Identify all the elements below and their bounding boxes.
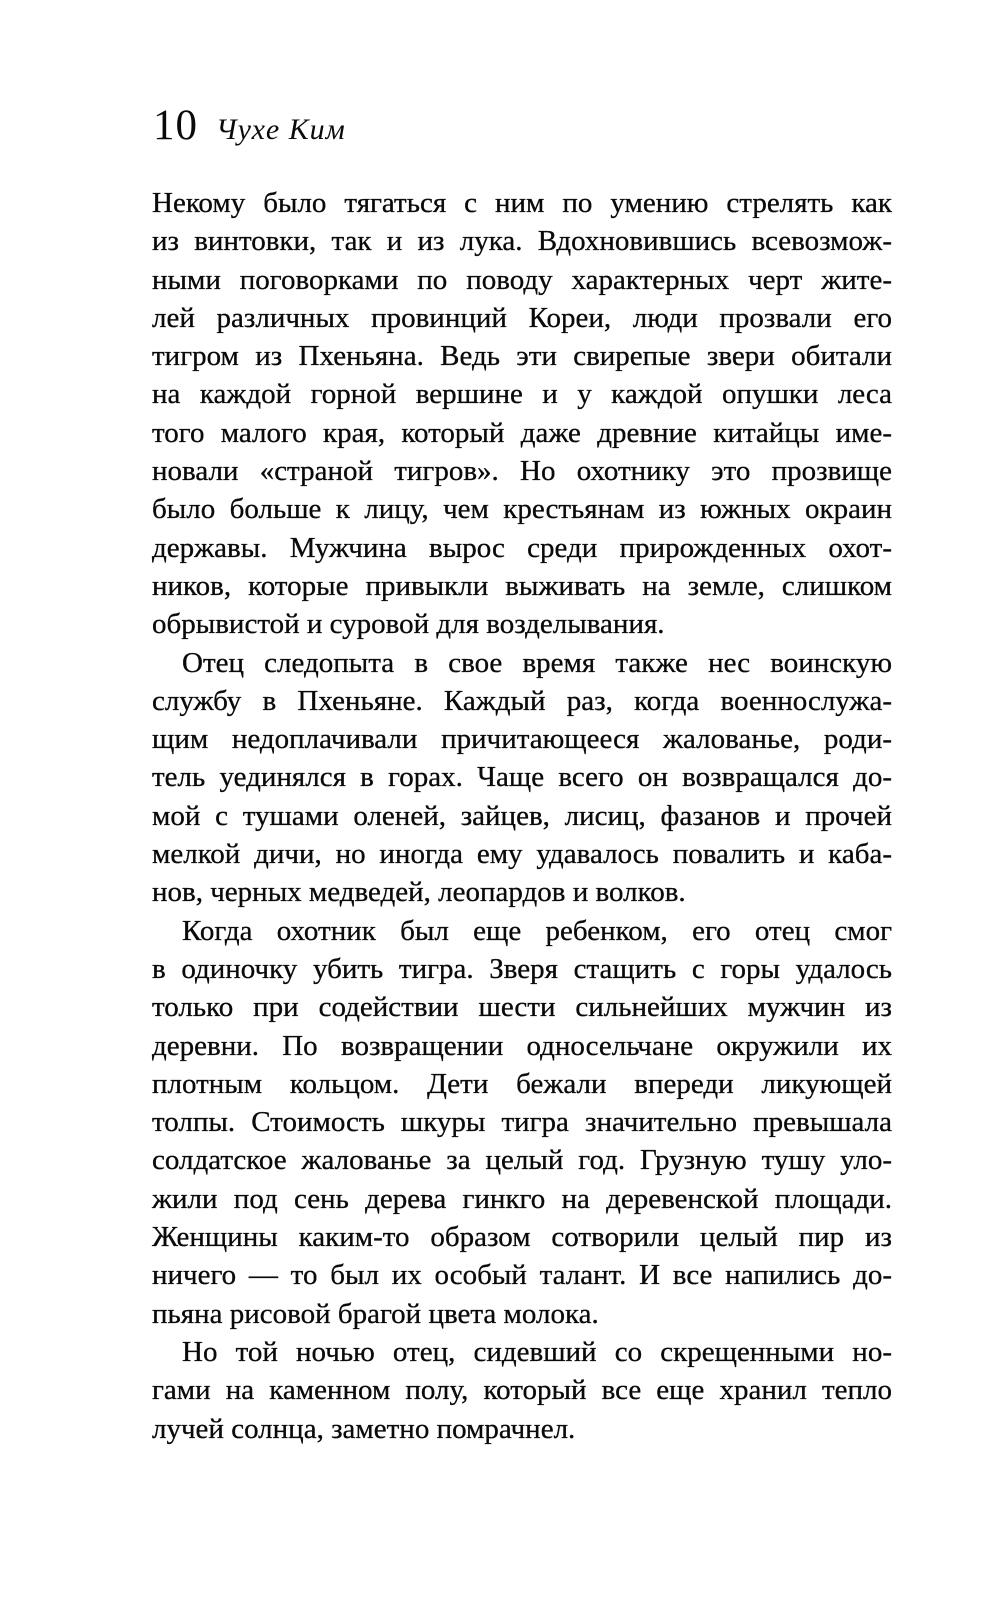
text-line: жили под сень дерева гинкго на деревенской площади. [152,1182,892,1215]
text-line: на каждой горной вершине и у каждой опушки леса [152,378,892,411]
text-line: обрывистой и суровой для возделывания. [152,608,665,641]
text-line: ничего — то был их особый талант. И все напились до- [152,1259,892,1292]
text-line: было больше к лицу, чем крестьянам из южных окраин [152,493,892,526]
paragraph [152,912,892,1333]
text-line: солдатское жалованье за целый год. Грузную тушу уло- [152,1144,892,1177]
text-line: тель уединялся в горах. Чаще всего он возвращался до- [152,761,892,794]
text-line: Некому было тягаться с ним по умению стрелять как [152,187,892,219]
text-line: ников, которые привыкли выживать на земле, слишком [152,569,892,602]
text-line: щим недоплачивали причитающееся жалованье, роди- [152,723,892,756]
text-line: Женщины каким-то образом сотворили целый пир из [152,1221,892,1254]
text-line: службу в Пхеньяне. Каждый раз, когда военнослужа- [152,684,892,717]
text-line: деревни. По возвращении односельчане окружили их [152,1029,892,1062]
text-line: державы. Мужчина вырос среди прирожденных охот- [152,531,892,564]
text-line: гами на каменном полу, который все еще хранил тепло [152,1374,892,1407]
page-header [153,104,346,147]
text-line: толпы. Стоимость шкуры тигра значительно превышала [152,1106,892,1139]
text-line: тигром из Пхеньяна. Ведь эти свирепые звери обитали [152,340,892,373]
text-line: Но той ночью отец, сидевший со скрещенными но- [182,1335,892,1368]
text-line: ными поговорками по поводу характерных черт жите- [152,263,892,296]
running-title: Чухе Ким [216,113,346,146]
text-line: Когда охотник был еще ребенком, его отец смог [182,914,892,947]
text-line: лей различных провинций Кореи, люди прозвали его [152,301,892,334]
text-line: плотным кольцом. Дети бежали впереди ликующей [152,1067,892,1100]
text-line: лучей солнца, заметно помрачнел. [152,1412,576,1445]
text-line: того малого края, который даже древние китайцы име- [152,416,892,449]
text-line: мелкой дичи, но иногда ему удавалось повалить и каба- [152,838,892,871]
page-number: 10 [153,102,198,149]
text-line: из винтовки, так и из лука. Вдохновившись всевозмож- [152,225,892,258]
text-line: Отец следопыта в свое время также нес воинскую [182,646,892,679]
text-block [152,184,892,1448]
paragraph [152,644,892,912]
text-line: новали «страной тигров». Но охотнику это прозвище [152,455,892,488]
text-line: только при содействии шести сильнейших мужчин из [152,991,892,1024]
text-line: пьяна рисовой брагой цвета молока. [152,1297,599,1330]
text-line: нов, черных медведей, леопардов и волков. [152,876,686,909]
text-line: в одиночку убить тигра. Зверя стащить с горы удалось [152,952,892,985]
text-line: мой с тушами оленей, зайцев, лисиц, фазанов и прочей [152,799,892,832]
paragraph [152,184,892,644]
paragraph [152,1333,892,1448]
